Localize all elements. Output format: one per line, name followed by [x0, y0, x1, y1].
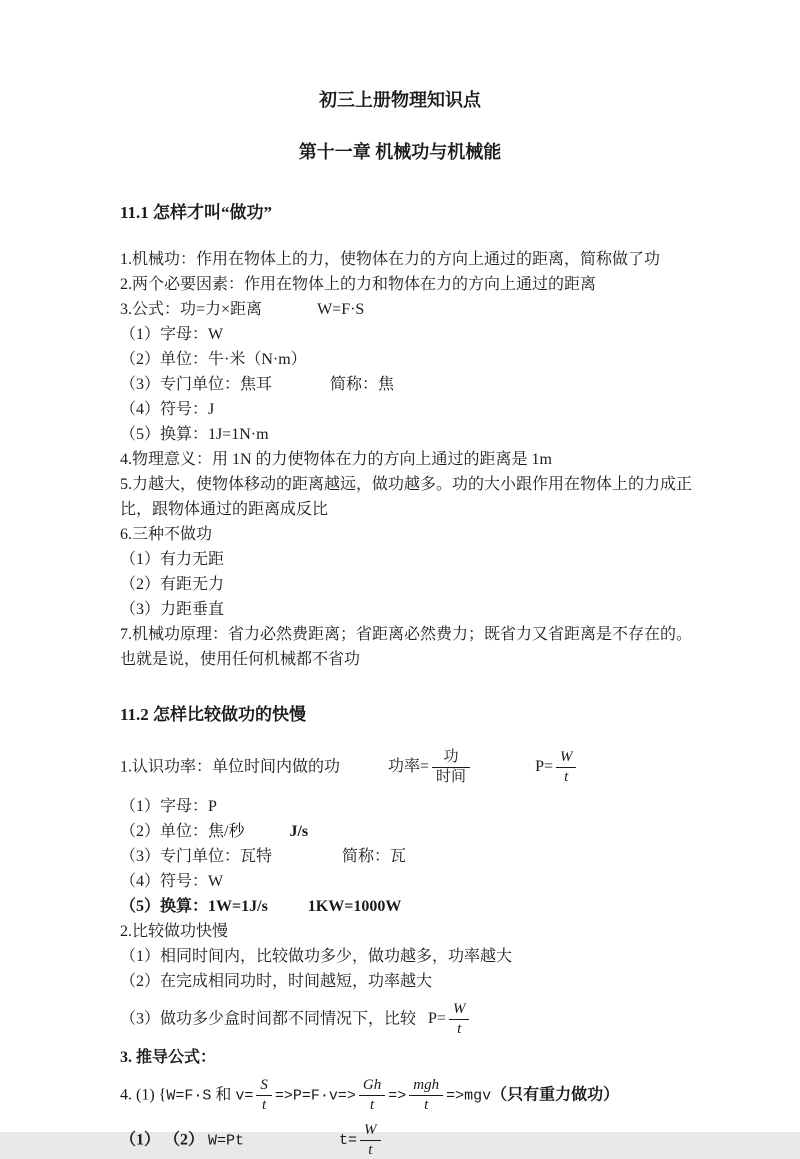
body-line: 1.机械功：作用在物体上的力，使物体在力的方向上通过的距离，简称做了功: [120, 247, 694, 272]
body-line: （5）换算：1J=1N·m: [120, 422, 694, 447]
fraction-numerator: 功: [432, 749, 470, 768]
fraction-denominator: t: [359, 1096, 385, 1114]
fraction-numerator: S: [256, 1077, 272, 1096]
wpt-line: [120, 1122, 694, 1159]
body-line: （1）字母：W: [120, 322, 694, 347]
formula-mgv: =>mgv: [446, 1087, 491, 1104]
body-line: （1）相同时间内，比较做功多少，做功越多，功率越大: [120, 944, 694, 969]
derived-formula-heading: 3. 推导公式：: [120, 1045, 694, 1070]
power-formula-cn-lhs: 功率=: [388, 758, 429, 775]
section-heading-11-2: 11.2 怎样比较做功的快慢: [120, 700, 694, 725]
document-title: 初三上册物理知识点: [120, 86, 680, 112]
gravity-note: （只有重力做功）: [491, 1086, 619, 1103]
fraction-denominator: t: [409, 1096, 443, 1114]
fraction-denominator: t: [360, 1141, 381, 1159]
item-numbers: （1） （2）: [120, 1131, 204, 1148]
body-line: （1）字母：P: [120, 794, 694, 819]
fraction-power: [556, 749, 577, 787]
body-text: （5）换算：1W=1J/s: [120, 898, 268, 915]
unit-js: J/s: [289, 823, 308, 840]
formula-line: [120, 297, 694, 322]
chapter-heading: 第十一章 机械功与机械能: [120, 138, 680, 164]
body-text: 简称：焦: [330, 376, 394, 393]
body-text: （3）专门单位：焦耳: [120, 376, 272, 393]
body-text: （2）单位：焦/秒: [120, 823, 244, 840]
formula-line: [120, 819, 694, 844]
body-text: 1KW=1000W: [308, 898, 402, 915]
body-line: （1）有力无距: [120, 547, 694, 572]
fraction-numerator: Gh: [359, 1077, 385, 1096]
body-text: 1.认识功率：单位时间内做的功: [120, 758, 340, 775]
body-line: （2）有距无力: [120, 572, 694, 597]
conversion-line: [120, 894, 694, 919]
body-line: 6.三种不做功: [120, 522, 694, 547]
section-heading-11-1: 11.1 怎样才叫“做功”: [120, 198, 694, 223]
body-text: （3）做功多少盒时间都不同情况下，比较: [120, 1010, 416, 1027]
formula-w-pt: W=Pt: [208, 1132, 244, 1149]
fraction-power-cn: [432, 749, 470, 787]
formula-line: [120, 844, 694, 869]
body-text: 4. (1) {: [120, 1086, 166, 1103]
formula-line: [120, 372, 694, 397]
body-line: （3）力距垂直: [120, 597, 694, 622]
formula-t-lhs: t=: [339, 1132, 357, 1149]
fraction-velocity: [256, 1077, 272, 1115]
body-line: 5.力越大，使物体移动的距离越远，做功越多。功的大小跟作用在物体上的力成正比，跟物体通过的距离成反比: [120, 472, 694, 522]
body-line: 4.物理意义：用 1N 的力使物体在力的方向上通过的距离是 1m: [120, 447, 694, 472]
fraction-numerator: W: [449, 1001, 470, 1020]
formula-v-lhs: v=: [235, 1087, 253, 1104]
fraction-mgh-t: [409, 1077, 443, 1115]
fraction-numerator: mgh: [409, 1077, 443, 1096]
power-definition-line: [120, 749, 694, 787]
body-line: 2.比较做功快慢: [120, 919, 694, 944]
body-line: 2.两个必要因素：作用在物体上的力和物体在力的方向上通过的距离: [120, 272, 694, 297]
body-text: （3）专门单位：瓦特: [120, 848, 272, 865]
body-text: 3.公式：功=力×距离: [120, 301, 262, 318]
formula-implies-pfv: =>P=F·v=>: [275, 1087, 356, 1104]
fraction-denominator: t: [256, 1096, 272, 1114]
power-formula-lhs: P=: [535, 758, 553, 775]
fraction-denominator: t: [556, 768, 577, 786]
fraction-time: [360, 1122, 381, 1159]
fraction-numerator: W: [360, 1122, 381, 1141]
power-formula-lhs: P=: [428, 1010, 446, 1027]
compare-power-line: [120, 1001, 694, 1039]
fraction-numerator: W: [556, 749, 577, 768]
body-text: 简称：瓦: [342, 848, 406, 865]
body-line: 7.机械功原理：省力必然费距离；省距离必然费力；既省力又省距离是不存在的。也就是说，使用任何机械都不省功: [120, 622, 694, 672]
fraction-gh-t: [359, 1077, 385, 1115]
body-line: （4）符号：W: [120, 869, 694, 894]
formula-w-fs: W=F·S: [166, 1087, 211, 1104]
body-line: （2）在完成相同功时，时间越短，功率越大: [120, 969, 694, 994]
fraction-power: [449, 1001, 470, 1039]
fraction-denominator: 时间: [432, 768, 470, 786]
implies-arrow: =>: [388, 1087, 406, 1104]
body-line: （2）单位：牛·米（N·m）: [120, 347, 694, 372]
derivation-line: [120, 1077, 694, 1115]
work-formula: W=F·S: [317, 301, 364, 318]
fraction-denominator: t: [449, 1020, 470, 1038]
body-text: 和: [215, 1086, 231, 1103]
body-line: （4）符号：J: [120, 397, 694, 422]
